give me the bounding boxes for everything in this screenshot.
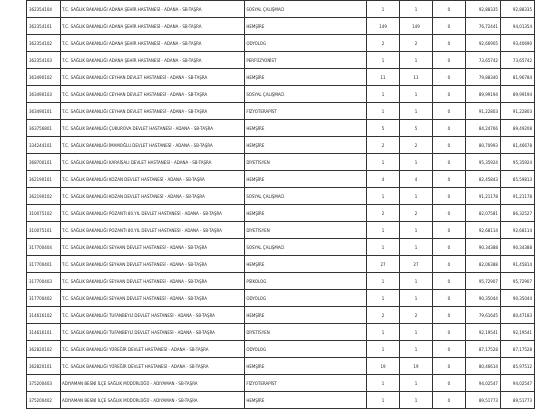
unit-code-cell: 362820101	[27, 358, 61, 375]
table-row	[27, 120, 535, 137]
table-row	[27, 375, 535, 392]
min-score-cell: 82,45843	[465, 171, 500, 188]
placed-cell: 11	[400, 69, 433, 86]
max-score-cell: 95,35924	[500, 154, 534, 171]
empty-cell: 0	[432, 256, 465, 273]
position-title-cell: SOSYAL ÇALIŞMACI	[245, 188, 367, 205]
institution-name-cell: ADIYAMAN BESNİ İLÇE SAĞLIK MÜDÜRLÜĞÜ - ADIYAMAN - SB-TAŞRA	[61, 375, 245, 392]
min-score-cell: 91,21178	[465, 188, 500, 205]
max-score-cell: 92,88335	[500, 1, 534, 18]
quota-cell: 1	[367, 341, 400, 358]
institution-name-cell: T.C. SAĞLIK BAKANLIĞI CEYHAN DEVLET HASTANESİ - ADANA - SB-TAŞRA	[61, 69, 245, 86]
position-title-cell: DİYETİSYEN	[245, 222, 367, 239]
institution-name-cell: T.C. SAĞLIK BAKANLIĞI CEYHAN DEVLET HASTANESİ - ADANA - SB-TAŞRA	[61, 103, 245, 120]
table-row	[27, 137, 535, 154]
empty-cell: 0	[432, 358, 465, 375]
max-score-cell: 87,17528	[500, 341, 534, 358]
min-score-cell: 95,72907	[465, 273, 500, 290]
max-score-cell: 89,49208	[500, 120, 534, 137]
unit-code-cell: 334244101	[27, 137, 61, 154]
empty-cell: 0	[432, 324, 465, 341]
empty-cell: 0	[432, 137, 465, 154]
institution-name-cell: T.C. SAĞLIK BAKANLIĞI ADANA ŞEHİR HASTANESİ - ADANA - SB-TAŞRA	[61, 1, 245, 18]
max-score-cell: 85,97512	[500, 358, 534, 375]
institution-name-cell: T.C. SAĞLIK BAKANLIĞI ADANA ŞEHİR HASTANESİ - ADANA - SB-TAŞRA	[61, 18, 245, 35]
quota-cell: 1	[367, 188, 400, 205]
unit-code-cell: 375200403	[27, 375, 61, 392]
empty-cell: 0	[432, 222, 465, 239]
quota-cell: 2	[367, 137, 400, 154]
table-row	[27, 86, 535, 103]
position-title-cell: HEMŞİRE	[245, 358, 367, 375]
institution-name-cell: T.C. SAĞLIK BAKANLIĞI ADANA ŞEHİR HASTANESİ - ADANA - SB-TAŞRA	[61, 35, 245, 52]
quota-cell: 1	[367, 290, 400, 307]
max-score-cell: 86,32527	[500, 205, 534, 222]
min-score-cell: 89,99194	[465, 86, 500, 103]
table-row	[27, 256, 535, 273]
institution-name-cell: T.C. SAĞLIK BAKANLIĞI TUFANBEYLİ DEVLET HASTANESİ - ADANA - SB-TAŞRA	[61, 307, 245, 324]
min-score-cell: 84,24766	[465, 120, 500, 137]
position-title-cell: HEMŞİRE	[245, 256, 367, 273]
min-score-cell: 91,22803	[465, 103, 500, 120]
empty-cell: 0	[432, 307, 465, 324]
position-title-cell: HEMŞİRE	[245, 205, 367, 222]
institution-name-cell: T.C. SAĞLIK BAKANLIĞI TUFANBEYLİ DEVLET HASTANESİ - ADANA - SB-TAŞRA	[61, 324, 245, 341]
empty-cell: 0	[432, 273, 465, 290]
unit-code-cell: 317700403	[27, 273, 61, 290]
quota-cell: 1	[367, 1, 400, 18]
min-score-cell: 90,34388	[465, 239, 500, 256]
position-title-cell: HEMŞİRE	[245, 171, 367, 188]
institution-name-cell: T.C. SAĞLIK BAKANLIĞI SEYHAN DEVLET HASTANESİ - ADANA - SB-TAŞRA	[61, 239, 245, 256]
quota-cell: 5	[367, 120, 400, 137]
empty-cell: 0	[432, 341, 465, 358]
min-score-cell: 79,61645	[465, 307, 500, 324]
placed-cell: 1	[400, 239, 433, 256]
empty-cell: 0	[432, 290, 465, 307]
table-row	[27, 324, 535, 341]
institution-name-cell: T.C. SAĞLIK BAKANLIĞI SEYHAN DEVLET HASTANESİ - ADANA - SB-TAŞRA	[61, 256, 245, 273]
min-score-cell: 92,88335	[465, 1, 500, 18]
empty-cell: 0	[432, 154, 465, 171]
placed-cell: 1	[400, 103, 433, 120]
unit-code-cell: 362820102	[27, 341, 61, 358]
unit-code-cell: 362354102	[27, 35, 61, 52]
quota-cell: 2	[367, 35, 400, 52]
position-title-cell: ODYOLOG	[245, 290, 367, 307]
unit-code-cell: 314616102	[27, 307, 61, 324]
max-score-cell: 81,46678	[500, 137, 534, 154]
table-row	[27, 171, 535, 188]
placed-cell: 1	[400, 52, 433, 69]
table-row	[27, 358, 535, 375]
placed-cell: 2	[400, 137, 433, 154]
institution-name-cell: T.C. SAĞLIK BAKANLIĞI YÜREĞİR DEVLET HASTANESİ - ADANA - SB-TAŞRA	[61, 341, 245, 358]
max-score-cell: 91,45814	[500, 256, 534, 273]
max-score-cell: 89,99194	[500, 86, 534, 103]
quota-cell: 11	[367, 69, 400, 86]
empty-cell: 0	[432, 35, 465, 52]
quota-cell: 1	[367, 273, 400, 290]
quota-cell: 1	[367, 392, 400, 409]
placed-cell: 1	[400, 1, 433, 18]
unit-code-cell: 317700402	[27, 290, 61, 307]
unit-code-cell: 363756801	[27, 120, 61, 137]
max-score-cell: 92,68114	[500, 222, 534, 239]
institution-name-cell: T.C. SAĞLIK BAKANLIĞI POZANTI 80.YIL DEVLET HASTANESİ - ADANA - SB-TAŞRA	[61, 205, 245, 222]
empty-cell: 0	[432, 188, 465, 205]
placed-cell: 1	[400, 392, 433, 409]
placed-cell: 1	[400, 324, 433, 341]
institution-name-cell: T.C. SAĞLIK BAKANLIĞI YÜREĞİR DEVLET HASTANESİ - ADANA - SB-TAŞRA	[61, 358, 245, 375]
max-score-cell: 80,47183	[500, 307, 534, 324]
unit-code-cell: 363490101	[27, 103, 61, 120]
max-score-cell: 89,51773	[500, 392, 534, 409]
empty-cell: 0	[432, 375, 465, 392]
min-score-cell: 80,46614	[465, 358, 500, 375]
unit-code-cell: 368700101	[27, 154, 61, 171]
position-title-cell: SOSYAL ÇALIŞMACI	[245, 86, 367, 103]
position-title-cell: HEMŞİRE	[245, 392, 367, 409]
quota-cell: 1	[367, 375, 400, 392]
institution-name-cell: T.C. SAĞLIK BAKANLIĞI SEYHAN DEVLET HASTANESİ - ADANA - SB-TAŞRA	[61, 273, 245, 290]
placed-cell: 149	[400, 18, 433, 35]
unit-code-cell: 362354104	[27, 1, 61, 18]
max-score-cell: 85,59813	[500, 171, 534, 188]
max-score-cell: 93,40690	[500, 35, 534, 52]
position-title-cell: DİYETİSYEN	[245, 324, 367, 341]
quota-cell: 149	[367, 18, 400, 35]
min-score-cell: 92,19541	[465, 324, 500, 341]
quota-cell: 2	[367, 205, 400, 222]
unit-code-cell: 310075102	[27, 205, 61, 222]
table-row	[27, 392, 535, 409]
table-body	[27, 1, 535, 409]
placed-cell: 1	[400, 222, 433, 239]
position-title-cell: PERFÜZYONİST	[245, 52, 367, 69]
unit-code-cell: 317700401	[27, 256, 61, 273]
min-score-cell: 94,02547	[465, 375, 500, 392]
table-row	[27, 69, 535, 86]
empty-cell: 0	[432, 171, 465, 188]
quota-cell: 19	[367, 358, 400, 375]
institution-name-cell: T.C. SAĞLIK BAKANLIĞI ADANA ŞEHİR HASTANESİ - ADANA - SB-TAŞRA	[61, 52, 245, 69]
placed-cell: 2	[400, 205, 433, 222]
position-title-cell: ODYOLOG	[245, 35, 367, 52]
position-title-cell: DİYETİSYEN	[245, 154, 367, 171]
placed-cell: 4	[400, 171, 433, 188]
placed-cell: 5	[400, 120, 433, 137]
unit-code-cell: 317700404	[27, 239, 61, 256]
empty-cell: 0	[432, 52, 465, 69]
table-row	[27, 290, 535, 307]
position-title-cell: SOSYAL ÇALIŞMACI	[245, 1, 367, 18]
institution-name-cell: T.C. SAĞLIK BAKANLIĞI KARAİSALI DEVLET HASTANESİ - ADANA - SB-TAŞRA	[61, 154, 245, 171]
empty-cell: 0	[432, 69, 465, 86]
max-score-cell: 81,96784	[500, 69, 534, 86]
table-row	[27, 188, 535, 205]
table-row	[27, 307, 535, 324]
institution-name-cell: T.C. SAĞLIK BAKANLIĞI SEYHAN DEVLET HASTANESİ - ADANA - SB-TAŞRA	[61, 290, 245, 307]
empty-cell: 0	[432, 205, 465, 222]
position-title-cell: HEMŞİRE	[245, 18, 367, 35]
unit-code-cell: 362190101	[27, 171, 61, 188]
unit-code-cell: 363490102	[27, 69, 61, 86]
table-row	[27, 103, 535, 120]
placed-cell: 1	[400, 273, 433, 290]
unit-code-cell: 375200402	[27, 392, 61, 409]
unit-code-cell: 363490103	[27, 86, 61, 103]
max-score-cell: 90,35044	[500, 290, 534, 307]
empty-cell: 0	[432, 392, 465, 409]
min-score-cell: 95,35924	[465, 154, 500, 171]
table-row	[27, 18, 535, 35]
quota-cell: 1	[367, 222, 400, 239]
min-score-cell: 80,70993	[465, 137, 500, 154]
position-title-cell: PSİKOLOG	[245, 273, 367, 290]
placed-cell: 1	[400, 375, 433, 392]
unit-code-cell: 362354103	[27, 52, 61, 69]
institution-name-cell: T.C. SAĞLIK BAKANLIĞI KOZAN DEVLET HASTANESİ - ADANA - SB-TAŞRA	[61, 171, 245, 188]
placed-cell: 1	[400, 188, 433, 205]
placed-cell: 19	[400, 358, 433, 375]
placed-cell: 1	[400, 341, 433, 358]
table-row	[27, 52, 535, 69]
quota-cell: 1	[367, 324, 400, 341]
unit-code-cell: 310075101	[27, 222, 61, 239]
results-table	[26, 0, 535, 409]
placed-cell: 1	[400, 290, 433, 307]
min-score-cell: 82,07581	[465, 205, 500, 222]
quota-cell: 4	[367, 171, 400, 188]
position-title-cell: HEMŞİRE	[245, 120, 367, 137]
max-score-cell: 95,72907	[500, 273, 534, 290]
position-title-cell: ODYOLOG	[245, 341, 367, 358]
min-score-cell: 87,17528	[465, 341, 500, 358]
institution-name-cell: T.C. SAĞLIK BAKANLIĞI POZANTI 80.YIL DEVLET HASTANESİ - ADANA - SB-TAŞRA	[61, 222, 245, 239]
quota-cell: 2	[367, 307, 400, 324]
table-row	[27, 35, 535, 52]
quota-cell: 1	[367, 239, 400, 256]
max-score-cell: 73,65742	[500, 52, 534, 69]
quota-cell: 1	[367, 154, 400, 171]
max-score-cell: 91,21178	[500, 188, 534, 205]
min-score-cell: 79,88340	[465, 69, 500, 86]
placed-cell: 2	[400, 307, 433, 324]
min-score-cell: 92,68114	[465, 222, 500, 239]
empty-cell: 0	[432, 239, 465, 256]
quota-cell: 1	[367, 52, 400, 69]
max-score-cell: 94,01354	[500, 18, 534, 35]
quota-cell: 1	[367, 103, 400, 120]
placed-cell: 2	[400, 35, 433, 52]
placed-cell: 1	[400, 86, 433, 103]
position-title-cell: HEMŞİRE	[245, 307, 367, 324]
unit-code-cell: 314616101	[27, 324, 61, 341]
position-title-cell: FİZYOTERAPİST	[245, 375, 367, 392]
table-row	[27, 222, 535, 239]
position-title-cell: HEMŞİRE	[245, 137, 367, 154]
max-score-cell: 90,34388	[500, 239, 534, 256]
quota-cell: 1	[367, 86, 400, 103]
placed-cell: 1	[400, 154, 433, 171]
institution-name-cell: T.C. SAĞLIK BAKANLIĞI ÇUKUROVA DEVLET HASTANESİ - ADANA - SB-TAŞRA	[61, 120, 245, 137]
placed-cell: 27	[400, 256, 433, 273]
institution-name-cell: T.C. SAĞLIK BAKANLIĞI KOZAN DEVLET HASTANESİ - ADANA - SB-TAŞRA	[61, 188, 245, 205]
position-title-cell: SOSYAL ÇALIŞMACI	[245, 239, 367, 256]
max-score-cell: 91,22803	[500, 103, 534, 120]
table-row	[27, 273, 535, 290]
min-score-cell: 82,06388	[465, 256, 500, 273]
table-row	[27, 154, 535, 171]
min-score-cell: 90,35044	[465, 290, 500, 307]
table-row	[27, 239, 535, 256]
table-row	[27, 205, 535, 222]
empty-cell: 0	[432, 1, 465, 18]
empty-cell: 0	[432, 86, 465, 103]
empty-cell: 0	[432, 18, 465, 35]
table-row	[27, 1, 535, 18]
max-score-cell: 94,02547	[500, 375, 534, 392]
min-score-cell: 89,51773	[465, 392, 500, 409]
min-score-cell: 76,72441	[465, 18, 500, 35]
table-row	[27, 341, 535, 358]
institution-name-cell: ADIYAMAN BESNİ İLÇE SAĞLIK MÜDÜRLÜĞÜ - ADIYAMAN - SB-TAŞRA	[61, 392, 245, 409]
position-title-cell: FİZYOTERAPİST	[245, 103, 367, 120]
quota-cell: 27	[367, 256, 400, 273]
empty-cell: 0	[432, 103, 465, 120]
min-score-cell: 73,65742	[465, 52, 500, 69]
institution-name-cell: T.C. SAĞLIK BAKANLIĞI CEYHAN DEVLET HASTANESİ - ADANA - SB-TAŞRA	[61, 86, 245, 103]
institution-name-cell: T.C. SAĞLIK BAKANLIĞI İMAMOĞLU DEVLET HASTANESİ - ADANA - SB-TAŞRA	[61, 137, 245, 154]
unit-code-cell: 362354101	[27, 18, 61, 35]
position-title-cell: HEMŞİRE	[245, 69, 367, 86]
empty-cell: 0	[432, 120, 465, 137]
min-score-cell: 92,66905	[465, 35, 500, 52]
unit-code-cell: 362190102	[27, 188, 61, 205]
max-score-cell: 92,19541	[500, 324, 534, 341]
